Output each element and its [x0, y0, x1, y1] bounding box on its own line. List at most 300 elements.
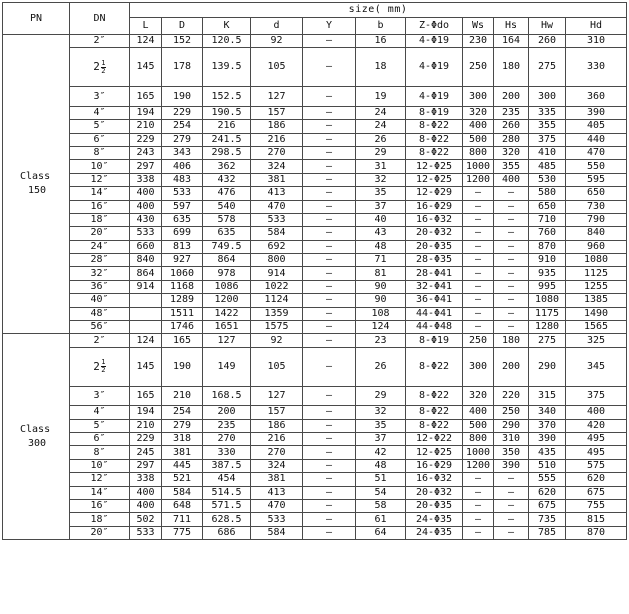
value-cell-b: 24: [356, 120, 406, 133]
column-header: Hw: [529, 18, 566, 35]
value-cell-l: 124: [130, 35, 162, 48]
value-cell-z-do: 8-Φ19: [406, 334, 463, 347]
value-cell-y: –: [303, 267, 356, 280]
value-cell-y: –: [303, 486, 356, 499]
value-cell-d: 1746: [162, 321, 203, 334]
value-cell-hw: 650: [529, 200, 566, 213]
table-row: [3, 294, 627, 307]
dn-cell: 3″: [70, 87, 130, 106]
value-cell-ws: 320: [463, 386, 494, 405]
value-cell-ws: –: [463, 213, 494, 226]
value-cell-ws: –: [463, 526, 494, 539]
value-cell-hw: 620: [529, 486, 566, 499]
value-cell-y: –: [303, 240, 356, 253]
table-row: [3, 240, 627, 253]
table-row: [3, 87, 627, 106]
value-cell-b: 26: [356, 133, 406, 146]
value-cell-hw: 580: [529, 187, 566, 200]
value-cell-hd: 1255: [566, 280, 627, 293]
value-cell-z-do: 4-Φ19: [406, 87, 463, 106]
value-cell-hd: 790: [566, 213, 627, 226]
value-cell-y: –: [303, 334, 356, 347]
value-cell-hw: 910: [529, 254, 566, 267]
value-cell-b: 40: [356, 213, 406, 226]
value-cell-y: –: [303, 254, 356, 267]
value-cell-z-do: 28-Φ41: [406, 267, 463, 280]
value-cell-y: –: [303, 146, 356, 159]
value-cell-b: 32: [356, 406, 406, 419]
value-cell-d: 699: [162, 227, 203, 240]
table-row: [3, 386, 627, 405]
value-cell-k: 635: [203, 227, 251, 240]
value-cell-hw: 410: [529, 146, 566, 159]
value-cell-hd: 360: [566, 87, 627, 106]
value-cell-d: 270: [251, 446, 303, 459]
value-cell-l: [130, 294, 162, 307]
value-cell-y: –: [303, 227, 356, 240]
value-cell-hs: 280: [494, 133, 529, 146]
value-cell-hd: 325: [566, 334, 627, 347]
column-header: b: [356, 18, 406, 35]
value-cell-ws: 800: [463, 432, 494, 445]
value-cell-hs: –: [494, 254, 529, 267]
value-cell-hd: 675: [566, 486, 627, 499]
value-cell-l: 430: [130, 213, 162, 226]
value-cell-ws: 320: [463, 106, 494, 119]
value-cell-l: 914: [130, 280, 162, 293]
table-row: [3, 446, 627, 459]
value-cell-k: 514.5: [203, 486, 251, 499]
value-cell-b: 37: [356, 200, 406, 213]
value-cell-k: 864: [203, 254, 251, 267]
value-cell-hd: 495: [566, 432, 627, 445]
value-cell-hs: –: [494, 227, 529, 240]
column-header: Hs: [494, 18, 529, 35]
value-cell-k: 152.5: [203, 87, 251, 106]
value-cell-z-do: 8-Φ19: [406, 106, 463, 119]
value-cell-b: 43: [356, 227, 406, 240]
value-cell-d: 1124: [251, 294, 303, 307]
value-cell-hs: 350: [494, 446, 529, 459]
value-cell-l: 229: [130, 133, 162, 146]
value-cell-y: –: [303, 173, 356, 186]
dn-cell: 2″: [70, 334, 130, 347]
value-cell-y: –: [303, 280, 356, 293]
value-cell-b: 58: [356, 499, 406, 512]
value-cell-d: 711: [162, 513, 203, 526]
value-cell-k: 387.5: [203, 459, 251, 472]
value-cell-hd: 495: [566, 446, 627, 459]
dn-cell: [70, 48, 130, 87]
value-cell-b: 35: [356, 419, 406, 432]
dn-cell: 8″: [70, 146, 130, 159]
value-cell-b: 108: [356, 307, 406, 320]
value-cell-d: 318: [162, 432, 203, 445]
value-cell-l: 210: [130, 419, 162, 432]
value-cell-b: 71: [356, 254, 406, 267]
value-cell-l: 145: [130, 48, 162, 87]
value-cell-b: 29: [356, 146, 406, 159]
dn-cell: 12″: [70, 473, 130, 486]
value-cell-l: 210: [130, 120, 162, 133]
value-cell-y: –: [303, 200, 356, 213]
dn-cell: 8″: [70, 446, 130, 459]
value-cell-hd: 470: [566, 146, 627, 159]
value-cell-y: –: [303, 419, 356, 432]
header-pn: PN: [3, 3, 70, 35]
value-cell-l: 840: [130, 254, 162, 267]
value-cell-d: 692: [251, 240, 303, 253]
value-cell-hw: 485: [529, 160, 566, 173]
value-cell-hd: 375: [566, 386, 627, 405]
value-cell-ws: –: [463, 254, 494, 267]
value-cell-b: 124: [356, 321, 406, 334]
value-cell-z-do: 8-Φ22: [406, 133, 463, 146]
value-cell-k: 1651: [203, 321, 251, 334]
value-cell-d: 216: [251, 133, 303, 146]
value-cell-z-do: 44-Φ41: [406, 307, 463, 320]
value-cell-d: 127: [251, 386, 303, 405]
value-cell-hs: 180: [494, 334, 529, 347]
dn-cell: 16″: [70, 499, 130, 512]
dn-cell: 6″: [70, 133, 130, 146]
value-cell-b: 48: [356, 240, 406, 253]
value-cell-k: 235: [203, 419, 251, 432]
value-cell-hs: 180: [494, 48, 529, 87]
value-cell-k: 330: [203, 446, 251, 459]
value-cell-l: 194: [130, 106, 162, 119]
value-cell-l: 864: [130, 267, 162, 280]
value-cell-ws: –: [463, 227, 494, 240]
value-cell-y: –: [303, 347, 356, 386]
value-cell-d: 648: [162, 499, 203, 512]
value-cell-k: 270: [203, 432, 251, 445]
value-cell-hs: 400: [494, 173, 529, 186]
dn-cell: 4″: [70, 106, 130, 119]
value-cell-k: 1086: [203, 280, 251, 293]
value-cell-hs: –: [494, 187, 529, 200]
header-size: size( mm): [130, 3, 627, 18]
value-cell-d: 186: [251, 120, 303, 133]
value-cell-l: 297: [130, 459, 162, 472]
value-cell-d: 343: [162, 146, 203, 159]
value-cell-d: 105: [251, 347, 303, 386]
value-cell-y: –: [303, 294, 356, 307]
table-row: [3, 321, 627, 334]
value-cell-hw: 370: [529, 419, 566, 432]
value-cell-b: 54: [356, 486, 406, 499]
value-cell-ws: –: [463, 187, 494, 200]
dn-mixed-number: 2 $\frac{1}{2}$: [93, 358, 106, 375]
value-cell-hd: 620: [566, 473, 627, 486]
value-cell-l: 297: [130, 160, 162, 173]
value-cell-hs: –: [494, 213, 529, 226]
value-cell-l: 165: [130, 87, 162, 106]
table-row: [3, 280, 627, 293]
value-cell-b: 51: [356, 473, 406, 486]
value-cell-z-do: 12-Φ25: [406, 173, 463, 186]
table-row: [3, 334, 627, 347]
value-cell-k: 1422: [203, 307, 251, 320]
value-cell-hd: 440: [566, 133, 627, 146]
value-cell-hd: 400: [566, 406, 627, 419]
value-cell-z-do: 20-Φ32: [406, 486, 463, 499]
value-cell-hw: 375: [529, 133, 566, 146]
dn-cell: 56″: [70, 321, 130, 334]
value-cell-d: 190: [162, 87, 203, 106]
table-row: [3, 120, 627, 133]
value-cell-d: 324: [251, 459, 303, 472]
value-cell-d: 210: [162, 386, 203, 405]
value-cell-d: 584: [162, 486, 203, 499]
dn-mixed-number: 2 $\frac{1}{2}$: [93, 58, 106, 75]
value-cell-y: –: [303, 406, 356, 419]
value-cell-hd: 330: [566, 48, 627, 87]
value-cell-hd: 870: [566, 526, 627, 539]
value-cell-hs: 250: [494, 406, 529, 419]
dn-cell: 5″: [70, 120, 130, 133]
value-cell-hw: 1080: [529, 294, 566, 307]
dn-cell: 28″: [70, 254, 130, 267]
value-cell-d: 1168: [162, 280, 203, 293]
value-cell-ws: –: [463, 307, 494, 320]
value-cell-d: 914: [251, 267, 303, 280]
value-cell-z-do: 24-Φ35: [406, 526, 463, 539]
dn-cell: 32″: [70, 267, 130, 280]
table-row: [3, 254, 627, 267]
value-cell-hd: 345: [566, 347, 627, 386]
value-cell-hd: 730: [566, 200, 627, 213]
table-row: [3, 48, 627, 87]
value-cell-l: 338: [130, 173, 162, 186]
value-cell-k: 571.5: [203, 499, 251, 512]
value-cell-hs: 260: [494, 120, 529, 133]
value-cell-y: –: [303, 160, 356, 173]
value-cell-b: 61: [356, 513, 406, 526]
value-cell-d: 157: [251, 406, 303, 419]
value-cell-k: 149: [203, 347, 251, 386]
value-cell-hw: 995: [529, 280, 566, 293]
value-cell-z-do: 44-Φ48: [406, 321, 463, 334]
value-cell-ws: –: [463, 200, 494, 213]
value-cell-d: 927: [162, 254, 203, 267]
value-cell-d: 270: [251, 146, 303, 159]
dn-cell: 16″: [70, 200, 130, 213]
dn-cell: 10″: [70, 160, 130, 173]
value-cell-z-do: 12-Φ25: [406, 446, 463, 459]
value-cell-y: –: [303, 432, 356, 445]
value-cell-k: 749.5: [203, 240, 251, 253]
value-cell-hs: 235: [494, 106, 529, 119]
dn-cell: [70, 347, 130, 386]
value-cell-l: 533: [130, 227, 162, 240]
value-cell-hw: 340: [529, 406, 566, 419]
value-cell-hd: 575: [566, 459, 627, 472]
value-cell-hw: 435: [529, 446, 566, 459]
value-cell-z-do: 8-Φ22: [406, 347, 463, 386]
value-cell-k: 578: [203, 213, 251, 226]
value-cell-d: 584: [251, 526, 303, 539]
value-cell-hw: 785: [529, 526, 566, 539]
value-cell-hs: 310: [494, 432, 529, 445]
value-cell-d: 533: [251, 513, 303, 526]
table-row: [3, 187, 627, 200]
value-cell-ws: 250: [463, 334, 494, 347]
column-header: K: [203, 18, 251, 35]
value-cell-d: 92: [251, 35, 303, 48]
value-cell-z-do: 16-Φ32: [406, 473, 463, 486]
value-cell-z-do: 16-Φ32: [406, 213, 463, 226]
value-cell-d: 254: [162, 120, 203, 133]
value-cell-hw: 275: [529, 334, 566, 347]
dn-cell: 4″: [70, 406, 130, 419]
value-cell-z-do: 16-Φ29: [406, 200, 463, 213]
value-cell-hd: 390: [566, 106, 627, 119]
value-cell-y: –: [303, 35, 356, 48]
dn-cell: 3″: [70, 386, 130, 405]
pn-class-label: Class: [20, 171, 51, 183]
value-cell-ws: 500: [463, 133, 494, 146]
value-cell-l: 400: [130, 200, 162, 213]
dn-cell: 48″: [70, 307, 130, 320]
table-row: [3, 106, 627, 119]
value-cell-z-do: 12-Φ25: [406, 160, 463, 173]
value-cell-hs: 390: [494, 459, 529, 472]
value-cell-l: 124: [130, 334, 162, 347]
value-cell-d: 775: [162, 526, 203, 539]
value-cell-y: –: [303, 499, 356, 512]
value-cell-y: –: [303, 526, 356, 539]
value-cell-hs: 200: [494, 87, 529, 106]
valve-dimension-table: [2, 2, 627, 540]
value-cell-d: 186: [251, 419, 303, 432]
value-cell-l: 245: [130, 446, 162, 459]
value-cell-y: –: [303, 106, 356, 119]
value-cell-d: 597: [162, 200, 203, 213]
value-cell-b: 35: [356, 187, 406, 200]
value-cell-y: –: [303, 513, 356, 526]
value-cell-ws: –: [463, 294, 494, 307]
value-cell-d: 533: [162, 187, 203, 200]
value-cell-b: 81: [356, 267, 406, 280]
value-cell-k: 540: [203, 200, 251, 213]
table-row: [3, 473, 627, 486]
dn-cell: 18″: [70, 513, 130, 526]
value-cell-hs: –: [494, 499, 529, 512]
value-cell-hs: –: [494, 486, 529, 499]
value-cell-l: [130, 321, 162, 334]
dn-cell: 36″: [70, 280, 130, 293]
value-cell-b: 90: [356, 294, 406, 307]
value-cell-d: 1289: [162, 294, 203, 307]
value-cell-z-do: 24-Φ35: [406, 513, 463, 526]
value-cell-ws: –: [463, 267, 494, 280]
value-cell-ws: –: [463, 280, 494, 293]
value-cell-ws: 300: [463, 87, 494, 106]
value-cell-hd: 310: [566, 35, 627, 48]
value-cell-z-do: 20-Φ32: [406, 227, 463, 240]
value-cell-d: 178: [162, 48, 203, 87]
value-cell-hs: 320: [494, 146, 529, 159]
table-row: [3, 227, 627, 240]
value-cell-l: 229: [130, 432, 162, 445]
pn-class-label: 150: [28, 185, 47, 197]
value-cell-l: 400: [130, 499, 162, 512]
value-cell-k: 476: [203, 187, 251, 200]
value-cell-k: 628.5: [203, 513, 251, 526]
dn-cell: 12″: [70, 173, 130, 186]
value-cell-hs: –: [494, 321, 529, 334]
value-cell-d: 279: [162, 419, 203, 432]
value-cell-hs: 164: [494, 35, 529, 48]
value-cell-y: –: [303, 120, 356, 133]
value-cell-l: 194: [130, 406, 162, 419]
value-cell-hd: 550: [566, 160, 627, 173]
table-row: [3, 146, 627, 159]
value-cell-hw: 530: [529, 173, 566, 186]
value-cell-d: 813: [162, 240, 203, 253]
value-cell-l: [130, 307, 162, 320]
table-body: [3, 35, 627, 540]
value-cell-ws: 300: [463, 347, 494, 386]
dn-cell: 14″: [70, 486, 130, 499]
value-cell-hw: 555: [529, 473, 566, 486]
value-cell-d: 413: [251, 187, 303, 200]
value-cell-z-do: 4-Φ19: [406, 35, 463, 48]
table-row: [3, 513, 627, 526]
value-cell-d: 470: [251, 200, 303, 213]
table-row: [3, 347, 627, 386]
value-cell-b: 26: [356, 347, 406, 386]
table-row: [3, 406, 627, 419]
value-cell-d: 800: [251, 254, 303, 267]
value-cell-b: 19: [356, 87, 406, 106]
value-cell-hw: 1175: [529, 307, 566, 320]
value-cell-hs: –: [494, 513, 529, 526]
value-cell-d: 406: [162, 160, 203, 173]
dn-cell: 24″: [70, 240, 130, 253]
pn-class-cell: [3, 334, 70, 540]
value-cell-y: –: [303, 133, 356, 146]
column-header: Hd: [566, 18, 627, 35]
value-cell-l: 400: [130, 486, 162, 499]
value-cell-ws: 250: [463, 48, 494, 87]
value-cell-k: 1200: [203, 294, 251, 307]
value-cell-hs: –: [494, 307, 529, 320]
value-cell-hw: 355: [529, 120, 566, 133]
column-header: Ws: [463, 18, 494, 35]
value-cell-y: –: [303, 307, 356, 320]
value-cell-y: –: [303, 446, 356, 459]
value-cell-b: 32: [356, 173, 406, 186]
value-cell-k: 432: [203, 173, 251, 186]
header-dn: DN: [70, 3, 130, 35]
pn-class-cell: [3, 35, 70, 334]
value-cell-d: 584: [251, 227, 303, 240]
value-cell-d: 1359: [251, 307, 303, 320]
table-row: [3, 499, 627, 512]
value-cell-ws: 400: [463, 406, 494, 419]
value-cell-d: 635: [162, 213, 203, 226]
value-cell-z-do: 12-Φ29: [406, 187, 463, 200]
value-cell-y: –: [303, 213, 356, 226]
value-cell-d: 381: [251, 473, 303, 486]
table-row: [3, 432, 627, 445]
value-cell-k: 978: [203, 267, 251, 280]
dn-cell: 14″: [70, 187, 130, 200]
value-cell-hw: 290: [529, 347, 566, 386]
value-cell-hd: 420: [566, 419, 627, 432]
